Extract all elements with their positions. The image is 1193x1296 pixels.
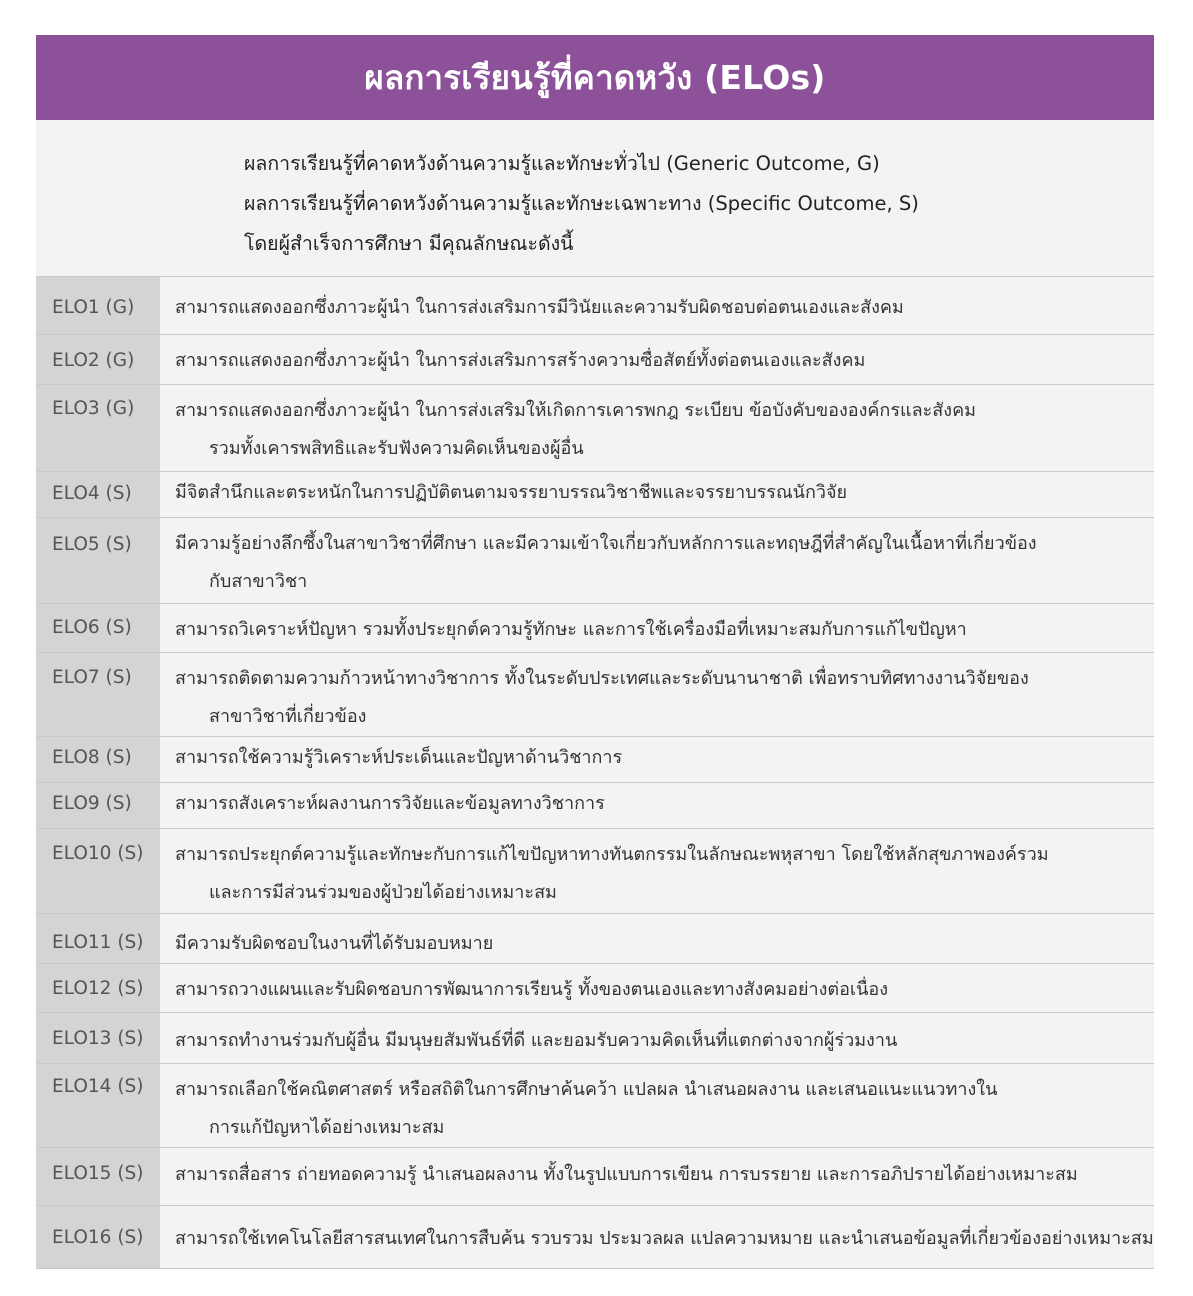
- elo-description-continuation: และการมีส่วนร่วมของผู้ป่วยได้อย่างเหมาะสม: [209, 881, 557, 903]
- elo-description-line: มีความรับผิดชอบในงานที่ได้รับมอบหมาย: [175, 932, 494, 954]
- intro-block: [36, 120, 1154, 277]
- elo-description-line: สามารถประยุกต์ความรู้และทักษะกับการแก้ไขปัญหาทางทันตกรรมในลักษณะพหุสาขา โดยใช้หลักสุขภาพองค์รวม: [175, 843, 1049, 865]
- elo-row: [36, 1147, 1154, 1205]
- elo-table: [36, 277, 1154, 1269]
- elo-description-continuation: กับสาขาวิชา: [209, 570, 308, 592]
- elo-description-continuation: การแก้ปัญหาได้อย่างเหมาะสม: [209, 1116, 445, 1138]
- elo-description: [160, 384, 1154, 471]
- elo-row: [36, 277, 1154, 334]
- intro-generic-outcome: ผลการเรียนรู้ที่คาดหวังด้านความรู้และทักษะทั่วไป (Generic Outcome, G): [244, 152, 880, 175]
- elo-row: [36, 1205, 1154, 1268]
- intro-graduate-attributes: โดยผู้สำเร็จการศึกษา มีคุณลักษณะดังนี้: [244, 232, 574, 255]
- elo-description: [160, 652, 1154, 736]
- elo-code: ELO7 (S): [36, 652, 160, 736]
- elo-code: ELO11 (S): [36, 913, 160, 963]
- elo-code: ELO13 (S): [36, 1012, 160, 1063]
- elo-code: ELO4 (S): [36, 471, 160, 517]
- elo-description-line: สามารถแสดงออกซึ่งภาวะผู้นำ ในการส่งเสริมการมีวินัยและความรับผิดชอบต่อตนเองและสังคม: [175, 297, 904, 318]
- elo-row: [36, 782, 1154, 828]
- elo-row: [36, 1063, 1154, 1147]
- elo-row: [36, 471, 1154, 517]
- elo-description-line: สามารถใช้เทคโนโลยีสารสนเทศในการสืบค้น รวบรวม ประมวลผล แปลความหมาย และนำเสนอข้อมูลที่เกี่ยวข้องอย่างเหมาะสม: [175, 1227, 1154, 1249]
- intro-specific-outcome: ผลการเรียนรู้ที่คาดหวังด้านความรู้และทักษะเฉพาะทาง (Specific Outcome, S): [244, 192, 919, 215]
- elo-description-line: สามารถแสดงออกซึ่งภาวะผู้นำ ในการส่งเสริมการสร้างความซื่อสัตย์ทั้งต่อตนเองและสังคม: [175, 349, 866, 371]
- elo-description-line: สามารถวิเคราะห์ปัญหา รวมทั้งประยุกต์ความรู้ทักษะ และการใช้เครื่องมือที่เหมาะสมกับการแก้ไขปัญหา: [175, 618, 967, 640]
- elo-description-line: สามารถทำงานร่วมกับผู้อื่น มีมนุษยสัมพันธ์ที่ดี และยอมรับความคิดเห็นที่แตกต่างจากผู้ร่วมงาน: [175, 1029, 898, 1051]
- elo-description: [160, 334, 1154, 384]
- elo-description-line: สามารถเลือกใช้คณิตศาสตร์ หรือสถิติในการศึกษาค้นคว้า แปลผล นำเสนอผลงาน และเสนอแนะแนวทางใน: [175, 1078, 998, 1100]
- elo-code: ELO8 (S): [36, 736, 160, 782]
- elo-code: ELO6 (S): [36, 603, 160, 652]
- elo-row: [36, 736, 1154, 782]
- page-title-banner: [36, 35, 1154, 120]
- elo-description-line: สามารถใช้ความรู้วิเคราะห์ประเด็นและปัญหาด้านวิชาการ: [175, 746, 623, 768]
- page-title: ผลการเรียนรู้ที่คาดหวัง (ELOs): [364, 58, 826, 97]
- elo-description: [160, 517, 1154, 603]
- elo-code: ELO15 (S): [36, 1147, 160, 1205]
- elo-description: [160, 1063, 1154, 1147]
- elo-description: [160, 1205, 1154, 1268]
- elo-row: [36, 913, 1154, 963]
- elo-row: [36, 963, 1154, 1012]
- elo-row: [36, 517, 1154, 603]
- elo-code: ELO1 (G): [36, 277, 160, 334]
- elo-description-line: มีความรู้อย่างลึกซึ้งในสาขาวิชาที่ศึกษา และมีความเข้าใจเกี่ยวกับหลักการและทฤษฎีที่สำคัญในเนื้อหาที่เกี่ยวข้อง: [175, 532, 1037, 554]
- elo-description: [160, 828, 1154, 913]
- elo-description: [160, 471, 1154, 517]
- elo-description: [160, 963, 1154, 1012]
- elo-document: [36, 35, 1154, 1269]
- elo-description: [160, 782, 1154, 828]
- elo-row: [36, 384, 1154, 471]
- elo-code: ELO9 (S): [36, 782, 160, 828]
- elo-code: ELO12 (S): [36, 963, 160, 1012]
- elo-description: [160, 913, 1154, 963]
- elo-code: ELO10 (S): [36, 828, 160, 913]
- elo-description-line: สามารถสังเคราะห์ผลงานการวิจัยและข้อมูลทางวิชาการ: [175, 792, 605, 814]
- elo-row: [36, 603, 1154, 652]
- elo-description-line: สามารถวางแผนและรับผิดชอบการพัฒนาการเรียนรู้ ทั้งของตนเองและทางสังคมอย่างต่อเนื่อง: [175, 978, 888, 1000]
- elo-description-line: สามารถติดตามความก้าวหน้าทางวิชาการ ทั้งในระดับประเทศและระดับนานาชาติ เพื่อทราบทิศทางงานวิจัยของ: [175, 667, 1029, 689]
- elo-description-line: สามารถแสดงออกซึ่งภาวะผู้นำ ในการส่งเสริมให้เกิดการเคารพกฎ ระเบียบ ข้อบังคับขององค์กรและสังคม: [175, 399, 976, 421]
- elo-code: ELO3 (G): [36, 384, 160, 471]
- elo-row: [36, 828, 1154, 913]
- elo-description: [160, 603, 1154, 652]
- elo-description: [160, 1012, 1154, 1063]
- elo-description-continuation: รวมทั้งเคารพสิทธิและรับฟังความคิดเห็นของผู้อื่น: [209, 437, 584, 459]
- elo-description-line: สามารถสื่อสาร ถ่ายทอดความรู้ นำเสนอผลงาน ทั้งในรูปแบบการเขียน การบรรยาย และการอภิปรายได้อย่างเหมาะสม: [175, 1163, 1078, 1185]
- elo-row: [36, 334, 1154, 384]
- elo-row: [36, 652, 1154, 736]
- elo-code: ELO16 (S): [36, 1205, 160, 1268]
- elo-description: [160, 277, 1154, 334]
- elo-description: [160, 1147, 1154, 1205]
- elo-row: [36, 1012, 1154, 1063]
- elo-description: [160, 736, 1154, 782]
- elo-description-continuation: สาขาวิชาที่เกี่ยวข้อง: [209, 705, 367, 727]
- elo-description-line: มีจิตสำนึกและตระหนักในการปฏิบัติตนตามจรรยาบรรณวิชาชีพและจรรยาบรรณนักวิจัย: [175, 481, 848, 503]
- elo-code: ELO5 (S): [36, 517, 160, 603]
- elo-code: ELO14 (S): [36, 1063, 160, 1147]
- elo-code: ELO2 (G): [36, 334, 160, 384]
